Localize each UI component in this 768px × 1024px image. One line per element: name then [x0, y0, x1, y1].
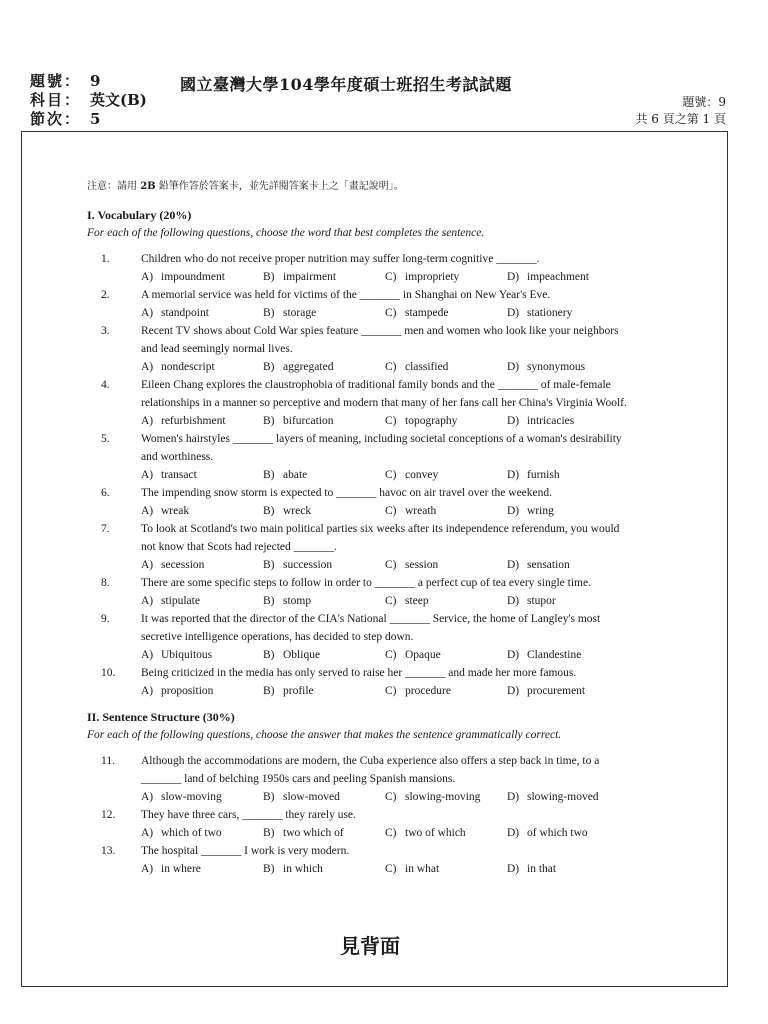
answer-option — [385, 860, 507, 878]
option-text: stipulate — [161, 595, 200, 607]
option-row — [141, 788, 632, 806]
question-item — [87, 574, 632, 610]
answer-option — [385, 304, 507, 322]
answer-option — [141, 556, 263, 574]
answer-option — [507, 592, 629, 610]
option-row — [141, 502, 632, 520]
answer-option — [263, 358, 385, 376]
option-letter: B) — [263, 559, 275, 571]
section-title: II. Sentence Structure (30%) — [87, 710, 235, 724]
section-title: I. Vocabulary (20%) — [87, 208, 192, 222]
option-row — [141, 646, 632, 664]
question-item — [87, 430, 632, 484]
option-row — [141, 556, 632, 574]
answer-option — [263, 268, 385, 286]
meta-key: 題號： — [30, 72, 82, 90]
question-item — [87, 376, 632, 430]
option-letter: B) — [263, 307, 275, 319]
question-number: 13. — [101, 845, 116, 857]
option-letter: C) — [385, 307, 397, 319]
answer-option — [141, 268, 263, 286]
answer-option — [263, 466, 385, 484]
option-text: synonymous — [527, 361, 586, 373]
answer-option — [141, 466, 263, 484]
option-letter: B) — [263, 863, 275, 875]
answer-option — [507, 412, 629, 430]
option-letter: A) — [141, 361, 154, 373]
option-letter: A) — [141, 649, 154, 661]
option-text: in that — [527, 863, 557, 875]
question-text: Being criticized in the media has only served to raise her _______ and made her more famous. — [141, 667, 577, 679]
option-text: steep — [405, 595, 429, 607]
option-letter: C) — [385, 505, 397, 517]
question-number: 9. — [101, 613, 110, 625]
option-text: nondescript — [161, 361, 215, 373]
question-item — [87, 664, 632, 700]
option-row — [141, 268, 632, 286]
answer-option — [141, 592, 263, 610]
option-letter: A) — [141, 469, 154, 481]
answer-option — [385, 412, 507, 430]
option-text: intricacies — [527, 415, 575, 427]
option-text: impoundment — [161, 271, 225, 283]
question-number: 7. — [101, 523, 110, 535]
question-number: 3. — [101, 325, 110, 337]
option-row — [141, 304, 632, 322]
option-text: procedure — [405, 685, 451, 697]
option-text: Opaque — [405, 649, 441, 661]
answer-option — [507, 788, 629, 806]
option-letter: D) — [507, 469, 520, 481]
option-text: slow-moved — [283, 791, 340, 803]
option-letter: A) — [141, 505, 154, 517]
question-item — [87, 806, 632, 842]
answer-option — [385, 358, 507, 376]
question-number: 11. — [101, 755, 115, 767]
option-letter: C) — [385, 469, 397, 481]
option-text: wreak — [161, 505, 190, 517]
option-text: wreck — [283, 505, 312, 517]
sections-container — [87, 206, 632, 878]
option-letter: D) — [507, 307, 520, 319]
option-text: of which two — [527, 827, 588, 839]
option-row — [141, 682, 632, 700]
option-text: in which — [283, 863, 323, 875]
option-text: two of which — [405, 827, 466, 839]
answer-option — [141, 304, 263, 322]
answer-option — [507, 304, 629, 322]
meta-key: 科目： — [30, 91, 82, 109]
question-text: Children who do not receive proper nutrition may suffer long-term cognitive _______. — [141, 253, 540, 265]
option-letter: D) — [507, 595, 520, 607]
question-number: 1. — [101, 253, 110, 265]
option-letter: A) — [141, 595, 154, 607]
answer-option — [263, 646, 385, 664]
exam-title: 國立臺灣大學104學年度碩士班招生考試試題 — [180, 75, 512, 94]
page-count-label: 共 6 頁之第 1 頁 — [635, 112, 726, 126]
option-letter: D) — [507, 827, 520, 839]
answer-option — [507, 682, 629, 700]
option-text: refurbishment — [161, 415, 226, 427]
answer-option — [263, 304, 385, 322]
answer-option — [385, 268, 507, 286]
answer-option — [263, 860, 385, 878]
question-text: Eileen Chang explores the claustrophobia of traditional family bonds and the _______ of male-female relationships in a manner so perceptive and modern that many of her fans call her China's Virginia Woolf. — [141, 379, 627, 409]
exam-meta-row — [30, 91, 147, 110]
option-letter: D) — [507, 863, 520, 875]
option-text: session — [405, 559, 439, 571]
question-number: 8. — [101, 577, 110, 589]
option-letter: A) — [141, 307, 154, 319]
question-item — [87, 286, 632, 322]
question-text: The hospital _______ I work is very modern. — [141, 845, 350, 857]
question-item — [87, 752, 632, 806]
option-letter: A) — [141, 559, 154, 571]
answer-option — [507, 860, 629, 878]
option-text: Oblique — [283, 649, 321, 661]
option-text: impairment — [283, 271, 337, 283]
answer-option — [141, 502, 263, 520]
option-letter: C) — [385, 271, 397, 283]
question-text: Recent TV shows about Cold War spies feature _______ men and women who look like your neighbors and lead seemingly normal lives. — [141, 325, 619, 355]
exam-meta — [30, 72, 147, 129]
option-text: storage — [283, 307, 317, 319]
option-text: profile — [283, 685, 314, 697]
option-text: slow-moving — [161, 791, 222, 803]
answer-option — [263, 502, 385, 520]
answer-option — [141, 358, 263, 376]
answer-option — [263, 412, 385, 430]
option-letter: D) — [507, 685, 520, 697]
answer-option — [385, 592, 507, 610]
option-text: Clandestine — [527, 649, 582, 661]
option-row — [141, 824, 632, 842]
answer-option — [507, 502, 629, 520]
meta-key: 節次： — [30, 110, 82, 128]
question-number: 4. — [101, 379, 110, 391]
option-letter: B) — [263, 791, 275, 803]
answer-option — [263, 788, 385, 806]
option-text: in what — [405, 863, 440, 875]
option-letter: B) — [263, 271, 275, 283]
option-letter: C) — [385, 863, 397, 875]
option-text: wring — [527, 505, 554, 517]
question-text: There are some specific steps to follow in order to _______ a perfect cup of tea every single time. — [141, 577, 591, 589]
question-text: To look at Scotland's two main political parties six weeks after its independence referendum, you would not know that Scots had rejected _______. — [141, 523, 620, 553]
option-text: in where — [161, 863, 201, 875]
option-row — [141, 860, 632, 878]
option-letter: B) — [263, 415, 275, 427]
answer-option — [263, 592, 385, 610]
option-letter: B) — [263, 649, 275, 661]
option-text: secession — [161, 559, 205, 571]
option-letter: D) — [507, 361, 520, 373]
option-letter: A) — [141, 271, 154, 283]
question-text: They have three cars, _______ they rarely use. — [141, 809, 356, 821]
question-text: A memorial service was held for victims of the _______ in Shanghai on New Year's Eve. — [141, 289, 551, 301]
option-text: impeachment — [527, 271, 589, 283]
notice — [87, 178, 632, 196]
option-text: proposition — [161, 685, 214, 697]
option-letter: C) — [385, 649, 397, 661]
option-text: stationery — [527, 307, 573, 319]
section-instruction: For each of the following questions, choose the answer that makes the sentence grammatically correct. — [87, 729, 562, 741]
option-letter: C) — [385, 415, 397, 427]
option-text: which of two — [161, 827, 222, 839]
answer-option — [141, 788, 263, 806]
answer-option — [385, 824, 507, 842]
question-item — [87, 250, 632, 286]
answer-option — [507, 646, 629, 664]
exam-content — [87, 178, 632, 878]
option-text: two which of — [283, 827, 344, 839]
answer-option — [141, 412, 263, 430]
option-letter: B) — [263, 469, 275, 481]
answer-option — [141, 646, 263, 664]
question-item — [87, 322, 632, 376]
answer-option — [141, 824, 263, 842]
option-text: aggregated — [283, 361, 334, 373]
option-letter: D) — [507, 271, 520, 283]
option-letter: A) — [141, 685, 154, 697]
question-text: Women's hairstyles _______ layers of meaning, including societal conceptions of a woman's desirability and worthiness. — [141, 433, 622, 463]
question-number: 12. — [101, 809, 116, 821]
option-letter: D) — [507, 791, 520, 803]
option-row — [141, 358, 632, 376]
option-letter: B) — [263, 505, 275, 517]
question-text: It was reported that the director of the CIA's National _______ Service, the home of Langley's most secretive intelligence operations, has decided to step down. — [141, 613, 601, 643]
option-letter: A) — [141, 827, 154, 839]
question-number: 10. — [101, 667, 116, 679]
option-letter: A) — [141, 863, 154, 875]
answer-option — [263, 682, 385, 700]
answer-option — [263, 824, 385, 842]
option-text: furnish — [527, 469, 560, 481]
question-text: The impending snow storm is expected to _______ havoc on air travel over the weekend. — [141, 487, 553, 499]
option-row — [141, 592, 632, 610]
answer-option — [141, 860, 263, 878]
option-text: standpoint — [161, 307, 209, 319]
option-text: stomp — [283, 595, 312, 607]
option-row — [141, 466, 632, 484]
answer-option — [385, 556, 507, 574]
answer-option — [385, 682, 507, 700]
option-text: stampede — [405, 307, 449, 319]
answer-option — [507, 268, 629, 286]
option-letter: B) — [263, 827, 275, 839]
option-text: transact — [161, 469, 197, 481]
question-item — [87, 610, 632, 664]
option-letter: D) — [507, 649, 520, 661]
answer-option — [385, 502, 507, 520]
answer-option — [385, 466, 507, 484]
question-item — [87, 484, 632, 520]
option-letter: C) — [385, 361, 397, 373]
option-letter: B) — [263, 361, 275, 373]
question-item — [87, 842, 632, 878]
option-letter: D) — [507, 415, 520, 427]
answer-option — [507, 466, 629, 484]
option-text: succession — [283, 559, 333, 571]
option-text: topography — [405, 415, 458, 427]
option-text: procurement — [527, 685, 586, 697]
answer-option — [507, 824, 629, 842]
answer-option — [385, 646, 507, 664]
option-letter: D) — [507, 559, 520, 571]
option-letter: C) — [385, 595, 397, 607]
option-text: abate — [283, 469, 308, 481]
exam-meta-row — [30, 72, 147, 91]
exam-meta-row — [30, 110, 147, 129]
question-id-label: 題號：9 — [682, 95, 726, 109]
option-letter: B) — [263, 595, 275, 607]
option-letter: B) — [263, 685, 275, 697]
option-text: bifurcation — [283, 415, 334, 427]
option-text: stupor — [527, 595, 556, 607]
option-letter: C) — [385, 685, 397, 697]
option-letter: C) — [385, 559, 397, 571]
question-number: 5. — [101, 433, 110, 445]
option-text: slowing-moved — [527, 791, 599, 803]
option-letter: A) — [141, 791, 154, 803]
page-info — [635, 94, 726, 128]
notice-prefix: 注意：請用 — [87, 181, 141, 192]
see-reverse-mark: 見背面 — [340, 934, 400, 958]
option-letter: D) — [507, 505, 520, 517]
question-text: Although the accommodations are modern, the Cuba experience also offers a step back in time, to a _______ land of belching 1950s cars and peeling Spanish mansions. — [141, 755, 600, 785]
notice-bold: 2B — [140, 181, 156, 192]
question-number: 6. — [101, 487, 110, 499]
option-text: Ubiquitous — [161, 649, 213, 661]
section-instruction: For each of the following questions, choose the word that best completes the sentence. — [87, 227, 485, 239]
answer-option — [507, 556, 629, 574]
option-text: sensation — [527, 559, 570, 571]
meta-value: 5 — [90, 110, 101, 128]
meta-value: 9 — [90, 72, 101, 90]
option-letter: C) — [385, 827, 397, 839]
option-text: classified — [405, 361, 449, 373]
option-text: wreath — [405, 505, 437, 517]
answer-option — [263, 556, 385, 574]
option-letter: A) — [141, 415, 154, 427]
notice-suffix: 鉛筆作答於答案卡，並先詳閱答案卡上之「畫記說明」。 — [155, 181, 404, 192]
question-item — [87, 520, 632, 574]
answer-option — [385, 788, 507, 806]
option-row — [141, 412, 632, 430]
question-number: 2. — [101, 289, 110, 301]
option-text: impropriety — [405, 271, 460, 283]
answer-option — [141, 682, 263, 700]
meta-value: 英文(B) — [90, 91, 147, 109]
option-text: slowing-moving — [405, 791, 481, 803]
option-letter: C) — [385, 791, 397, 803]
answer-option — [507, 358, 629, 376]
option-text: convey — [405, 469, 439, 481]
